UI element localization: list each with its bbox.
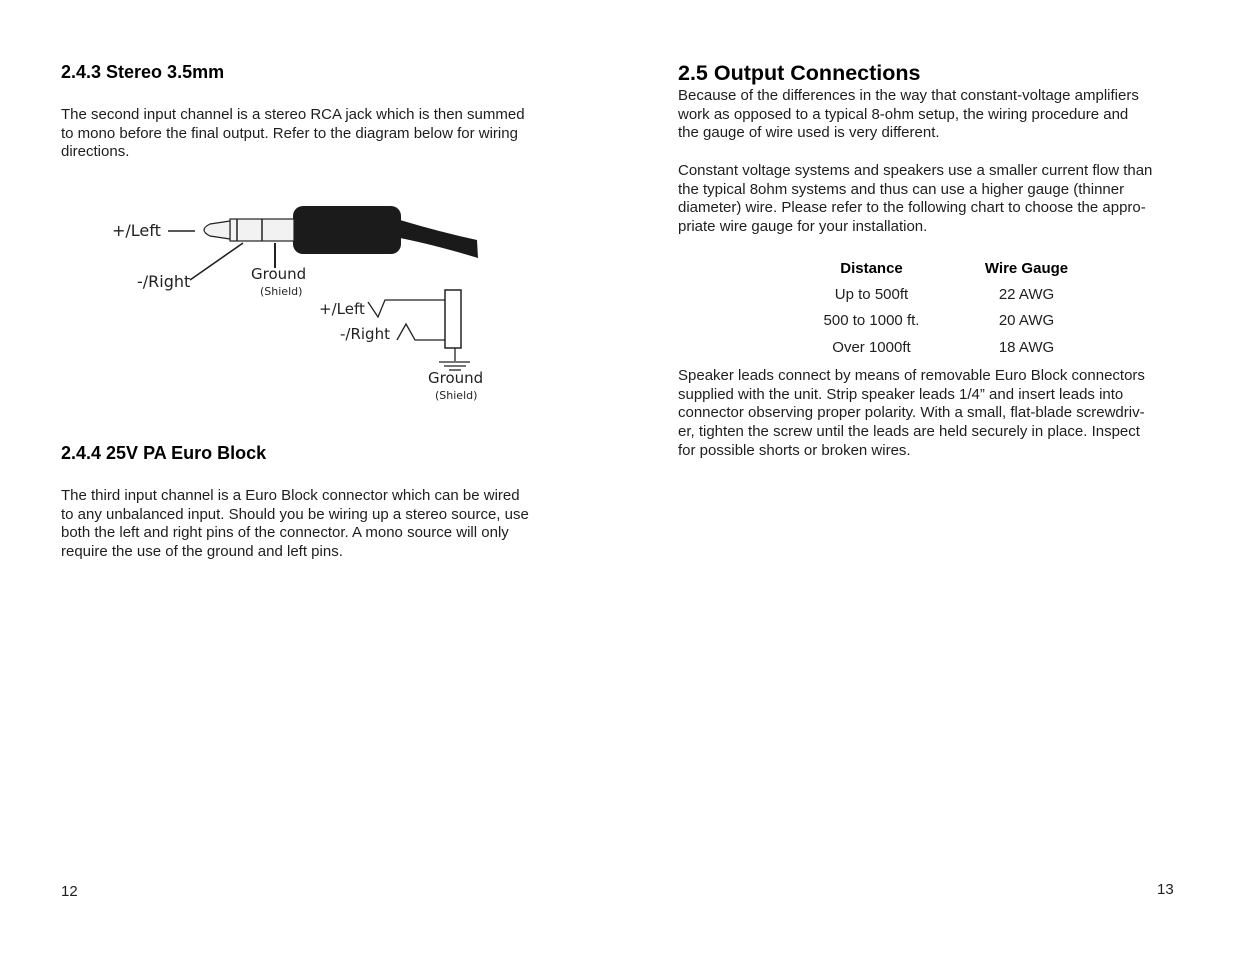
table-cell: 500 to 1000 ft.	[823, 312, 920, 330]
plug-body	[293, 206, 401, 254]
cable-shape	[400, 220, 478, 258]
section-2-5-para-2	[678, 162, 1152, 237]
plug-ground-label: Ground	[251, 265, 307, 283]
table-cell: 22 AWG	[998, 285, 1055, 303]
body-line: the gauge of wire used is very different.	[678, 124, 940, 142]
body-line: Constant voltage systems and speakers use a smaller current flow than	[678, 162, 1153, 179]
table-cell: 18 AWG	[998, 338, 1055, 356]
body-line: both the left and right pins of the connector. A mono source will only	[61, 524, 509, 542]
table-row	[809, 281, 1119, 308]
socket-ground-label: Ground	[428, 369, 484, 387]
section-2-4-4-body	[61, 487, 529, 562]
plug-left-label: +/Left	[112, 221, 161, 240]
section-2-5-para-1	[678, 87, 1139, 143]
table-cell: 20 AWG	[998, 312, 1055, 330]
socket-body	[445, 290, 461, 348]
table-cell: Over 1000ft	[832, 338, 911, 356]
body-line: to mono before the final output. Refer to the diagram below for wiring	[61, 124, 518, 142]
page-number: 12	[61, 883, 78, 900]
section-2-4-3-body	[61, 106, 525, 162]
socket-shield-label: (Shield)	[435, 389, 478, 402]
left-page	[0, 0, 617, 954]
section-heading-2-4-4: 2.4.4 25V PA Euro Block	[61, 443, 267, 463]
right-page	[617, 0, 1235, 954]
body-line: Because of the differences in the way that constant-voltage amplifiers	[678, 87, 1139, 104]
body-line: to any unbalanced input. Should you be wiring up a stereo source, use	[61, 505, 529, 523]
right-leader-line	[190, 243, 243, 280]
body-line: for possible shorts or broken wires.	[678, 441, 911, 459]
socket-right-contact	[397, 324, 445, 340]
body-line: require the use of the ground and left pins.	[61, 543, 343, 561]
plug-right-label: -/Right	[137, 272, 191, 291]
body-line: work as opposed to a typical 8-ohm setup, the wiring procedure and	[678, 105, 1129, 123]
body-line: The second input channel is a stereo RCA jack which is then summed	[61, 106, 525, 123]
stereo-jack-wiring-diagram	[100, 190, 500, 410]
body-line: the typical 8ohm systems and thus can use a higher gauge (thinner	[678, 180, 1125, 198]
table-cell: Up to 500ft	[834, 285, 909, 303]
table-row	[809, 308, 1119, 335]
column-header-wire-gauge: Wire Gauge	[984, 259, 1069, 277]
body-line: er, tighten the screw until the leads are held securely in place. Inspect	[678, 423, 1140, 441]
table-header-row	[809, 255, 1119, 281]
socket-left-contact	[368, 300, 445, 317]
body-line: diameter) wire. Please refer to the following chart to choose the appro-	[678, 199, 1146, 217]
wire-gauge-table	[809, 255, 1119, 361]
plug-tip	[204, 221, 230, 239]
section-heading-2-5: 2.5 Output Connections	[678, 61, 921, 85]
body-line: The third input channel is a Euro Block connector which can be wired	[61, 487, 520, 504]
socket-left-label: +/Left	[319, 300, 365, 318]
socket-right-label: -/Right	[340, 325, 390, 343]
body-line: supplied with the unit. Strip speaker leads 1/4” and insert leads into	[678, 385, 1124, 403]
plug-shield-label: (Shield)	[260, 285, 303, 298]
body-line: directions.	[61, 143, 130, 161]
section-heading-2-4-3: 2.4.3 Stereo 3.5mm	[61, 62, 225, 82]
table-row	[809, 334, 1119, 361]
section-2-5-para-3	[678, 367, 1145, 461]
page-number: 13	[1157, 881, 1174, 898]
column-header-distance: Distance	[840, 259, 903, 277]
body-line: Speaker leads connect by means of removable Euro Block connectors	[678, 367, 1145, 384]
body-line: connector observing proper polarity. With a small, flat-blade screwdriv-	[678, 404, 1145, 422]
body-line: priate wire gauge for your installation.	[678, 218, 928, 236]
